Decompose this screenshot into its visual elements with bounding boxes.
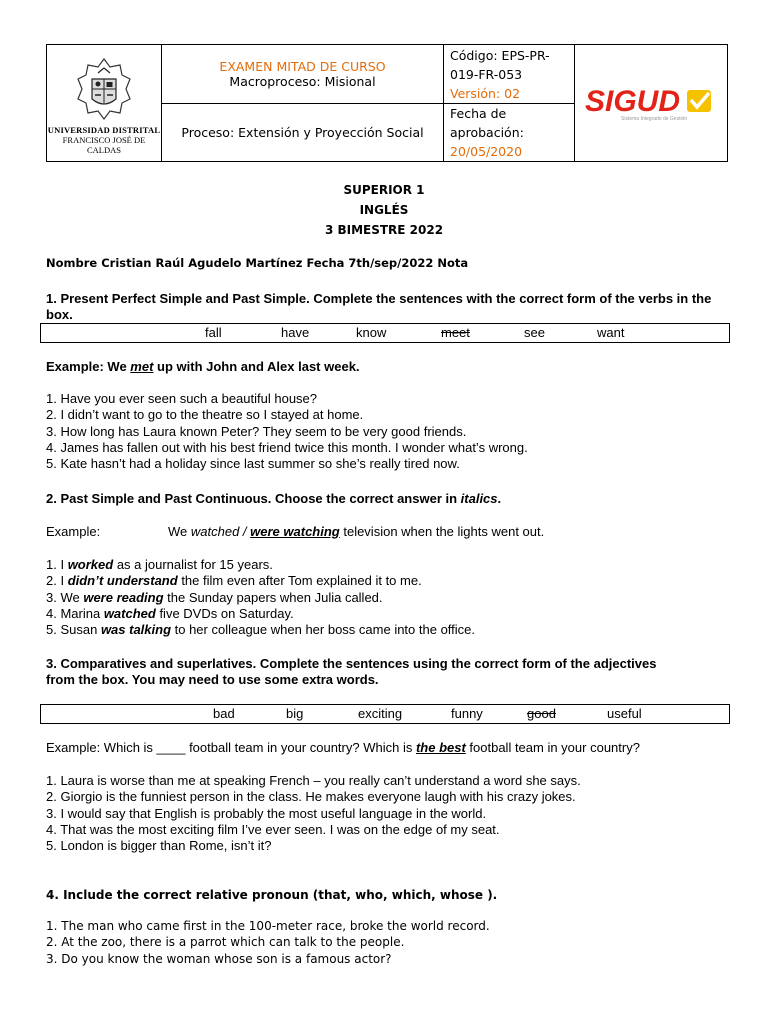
section4-list: [46, 918, 490, 967]
university-subname: FRANCISCO JOSÉ DE CALDAS: [62, 135, 146, 155]
university-crest-icon: [76, 57, 132, 125]
word-box-item: know: [356, 325, 387, 340]
list-item: 4. Marina watched five DVDs on Saturday.: [46, 605, 294, 621]
word-box-item: good: [527, 706, 556, 721]
word-box-item: see: [524, 325, 545, 340]
fecha-cell: [444, 104, 575, 162]
section3-list: [46, 773, 581, 854]
list-item: 5. Susan was talking to her colleague when her boss came into the office.: [46, 622, 476, 638]
example-answer: met: [130, 359, 154, 374]
exam-title: EXAMEN MITAD DE CURSO: [219, 59, 386, 74]
section1-example: Example: We met up with John and Alex last week.: [46, 359, 360, 374]
macroproceso: Macroproceso: Misional: [229, 74, 376, 89]
list-item: 4. That was the most exciting film I’ve ever seen. I was on the edge of my seat.: [46, 821, 500, 837]
student-line: Nombre Cristian Raúl Agudelo Martínez Fecha 7th/sep/2022 Nota: [46, 256, 469, 270]
list-item: 1. The man who came first in the 100-meter race, broke the world record.: [46, 919, 490, 933]
section2-example: [46, 524, 100, 540]
sigud-logo: [575, 45, 728, 162]
list-item: 3. How long has Laura known Peter? They seem to be very good friends.: [46, 423, 467, 439]
word-box-item: useful: [607, 706, 642, 721]
fecha-value: 20/05/2020: [450, 144, 523, 159]
list-item: 1. Laura is worse than me at speaking French – you really can’t understand a word she says.: [46, 773, 581, 788]
document-header: [46, 44, 728, 162]
list-item: 4. James has fallen out with his best friend twice this month. I wonder what’s wrong.: [46, 439, 528, 455]
sigud-logo-icon: [581, 82, 721, 122]
list-item: 3. We were reading the Sunday papers when Julia called.: [46, 589, 383, 605]
codigo-line1: Código: EPS-PR-: [450, 47, 550, 63]
university-name: UNIVERSIDAD DISTRITAL: [47, 125, 161, 135]
section3-heading: 3. Comparatives and superlatives. Complete the sentences using the correct form of the adjectives from the box. You may need to use some extra words.: [46, 656, 657, 688]
section2-example-sentence: We watched / were watching television when the lights went out.: [168, 524, 545, 539]
word-box-item: exciting: [358, 706, 403, 721]
section4-heading: 4. Include the correct relative pronoun (that, who, which, whose ).: [46, 888, 498, 902]
word-box-item: have: [281, 325, 310, 340]
section2-heading: 2. Past Simple and Past Continuous. Choose the correct answer in italics.: [46, 491, 502, 506]
exam-title-cell: [162, 45, 444, 104]
university-logo: [47, 45, 162, 162]
code-cell: [444, 45, 575, 104]
codigo-line2: 019-FR-053: [450, 66, 523, 82]
document-titles: [0, 180, 768, 240]
proceso: Proceso: Extensión y Proyección Social: [181, 125, 424, 140]
word-box-item: bad: [213, 706, 235, 721]
list-item: 2. I didn’t understand the film even after Tom explained it to me.: [46, 573, 422, 589]
list-item: 2. I didn’t want to go to the theatre so I stayed at home.: [46, 407, 364, 423]
word-box-item: big: [286, 706, 304, 721]
list-item: 2. Giorgio is the funniest person in the class. He makes everyone laugh with his crazy jokes.: [46, 789, 576, 805]
word-box-item: want: [597, 325, 625, 340]
term-title: 3 BIMESTRE 2022: [324, 223, 444, 237]
section2-list: [46, 557, 475, 638]
section3-word-box: [40, 704, 730, 724]
list-item: 2. At the zoo, there is a parrot which can talk to the people.: [46, 935, 405, 950]
course-title: SUPERIOR 1: [343, 183, 425, 197]
list-item: 1. I worked as a journalist for 15 years.: [46, 557, 273, 572]
section3-example: Example: Which is ____ football team in your country? Which is the best football team in your country?: [46, 740, 640, 755]
fecha-line1: Fecha de: [450, 106, 507, 121]
svg-text:SIGUD: SIGUD: [585, 84, 681, 118]
example-label: Example:: [46, 524, 101, 539]
list-item: 5. Kate hasn’t had a holiday since last summer so she’s really tired now.: [46, 456, 460, 472]
word-box-item: meet: [441, 325, 470, 340]
word-box-item: fall: [205, 325, 222, 340]
section1-word-box: [40, 323, 730, 343]
example-answer: the best: [415, 740, 466, 755]
section1-heading: 1. Present Perfect Simple and Past Simple. Complete the sentences with the correct form of the verbs in the box.: [46, 291, 712, 323]
version: Versión: 02: [450, 85, 521, 101]
subject-title: INGLÉS: [359, 203, 409, 217]
list-item: 3. Do you know the woman whose son is a famous actor?: [46, 951, 392, 966]
proceso-cell: [162, 104, 444, 162]
list-item: 1. Have you ever seen such a beautiful house?: [46, 391, 318, 406]
svg-text:Sistema Integrado de Gestión: Sistema Integrado de Gestión: [621, 115, 688, 122]
list-item: 3. I would say that English is probably the most useful language in the world.: [46, 805, 487, 821]
section1-list: [46, 391, 528, 472]
word-box-item: funny: [451, 706, 483, 721]
fecha-line2: aprobación:: [450, 125, 524, 140]
example-answer: were watching: [250, 524, 340, 539]
list-item: 5. London is bigger than Rome, isn’t it?: [46, 838, 272, 854]
